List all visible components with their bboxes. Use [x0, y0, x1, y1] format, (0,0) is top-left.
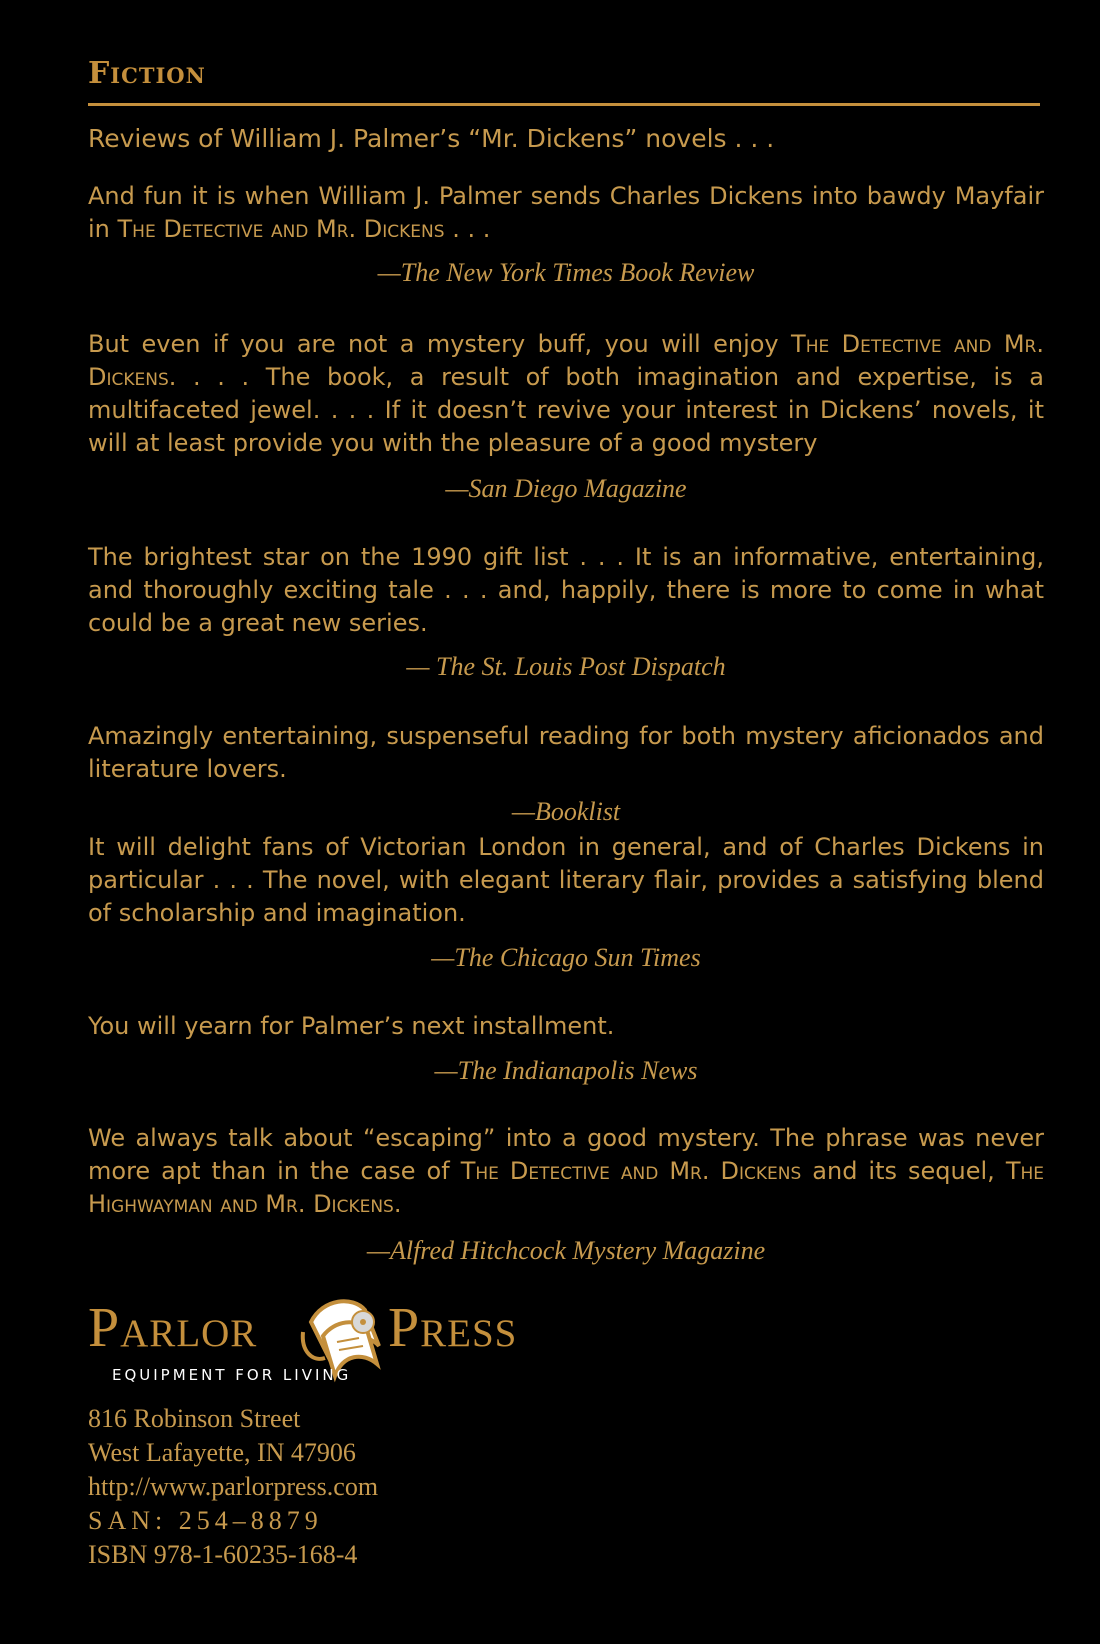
review-text: It will delight fans of Victorian London in general, and of Charles Dickens in particular . . . The novel, with elegant literary flair, provides a satisfying blend of scholarship and imagination. [88, 833, 1044, 927]
review-source: —The New York Times Book Review [377, 258, 755, 287]
san-number: SAN: 254–8879 [88, 1506, 323, 1535]
review-text: Amazingly entertaining, suspenseful reading for both mystery aficionados and literature lovers. [88, 722, 1044, 783]
review-text: and its sequel, [801, 1157, 1006, 1185]
review-source: — The St. Louis Post Dispatch [406, 652, 726, 681]
logo-text: Press [388, 1297, 518, 1359]
address-city: West Lafayette, IN 47906 [88, 1438, 356, 1467]
logo-text: Parlor [88, 1297, 258, 1359]
book-title: The Detective and Mr. Dickens [460, 1157, 802, 1185]
review-quote [88, 831, 1044, 930]
category-heading: Fiction [88, 56, 206, 91]
review-source: —San Diego Magazine [445, 474, 687, 503]
review-quote [88, 1122, 1044, 1221]
review-source: —Booklist [511, 797, 621, 826]
review-quote [88, 1010, 1044, 1043]
review-text: But even if you are not a mystery buff, you will enjoy [88, 330, 792, 358]
isbn-number: ISBN 978-1-60235-168-4 [88, 1540, 358, 1569]
review-text: You will yearn for Palmer’s next installment. [88, 1012, 615, 1040]
book-title: The Highwayman and Mr. Dickens [88, 1157, 1045, 1218]
review-quote [88, 180, 1044, 246]
review-text: . . . [444, 215, 491, 243]
publisher-url: http://www.parlorpress.com [88, 1472, 379, 1501]
review-text: And fun it is when William J. Palmer sends Charles Dickens into bawdy Mayfair in [88, 182, 1044, 243]
review-quote [88, 720, 1044, 786]
logo-word-parlor [88, 1296, 257, 1360]
reviews-intro: Reviews of William J. Palmer’s “Mr. Dickens” novels . . . [88, 124, 775, 153]
address-street: 816 Robinson Street [88, 1404, 301, 1433]
review-source: —The Indianapolis News [434, 1056, 698, 1085]
review-text: We always talk about “escaping” into a good mystery. The phrase was never more apt than in the case of [88, 1124, 1044, 1185]
book-title: The Detective and Mr. Dickens [117, 215, 445, 243]
publisher-address [88, 1402, 378, 1572]
review-source: —The Chicago Sun Times [431, 943, 701, 972]
book-title: The Detective and Mr. Dickens [88, 330, 1044, 391]
logo-word-press [388, 1296, 517, 1360]
review-source: —Alfred Hitchcock Mystery Magazine [366, 1236, 766, 1265]
publisher-logo [88, 1296, 548, 1396]
review-text: The brightest star on the 1990 gift list . . . It is an informative, entertaining, and thoroughly exciting tale . . . and, happily, there is more to come in what could be a great new series. [88, 543, 1044, 637]
review-quote [88, 541, 1044, 640]
review-text: . . . . The book, a result of both imagination and expertise, is a multifaceted jewel. . . . If it doesn’t revive your interest in Dickens’ novels, it will at least provide you with the pleasure of a good mystery [88, 363, 1044, 457]
review-quote [88, 328, 1044, 460]
heading-rule [88, 103, 1040, 106]
review-text: . [393, 1190, 402, 1218]
logo-tagline: EQUIPMENT FOR LIVING [112, 1366, 352, 1384]
